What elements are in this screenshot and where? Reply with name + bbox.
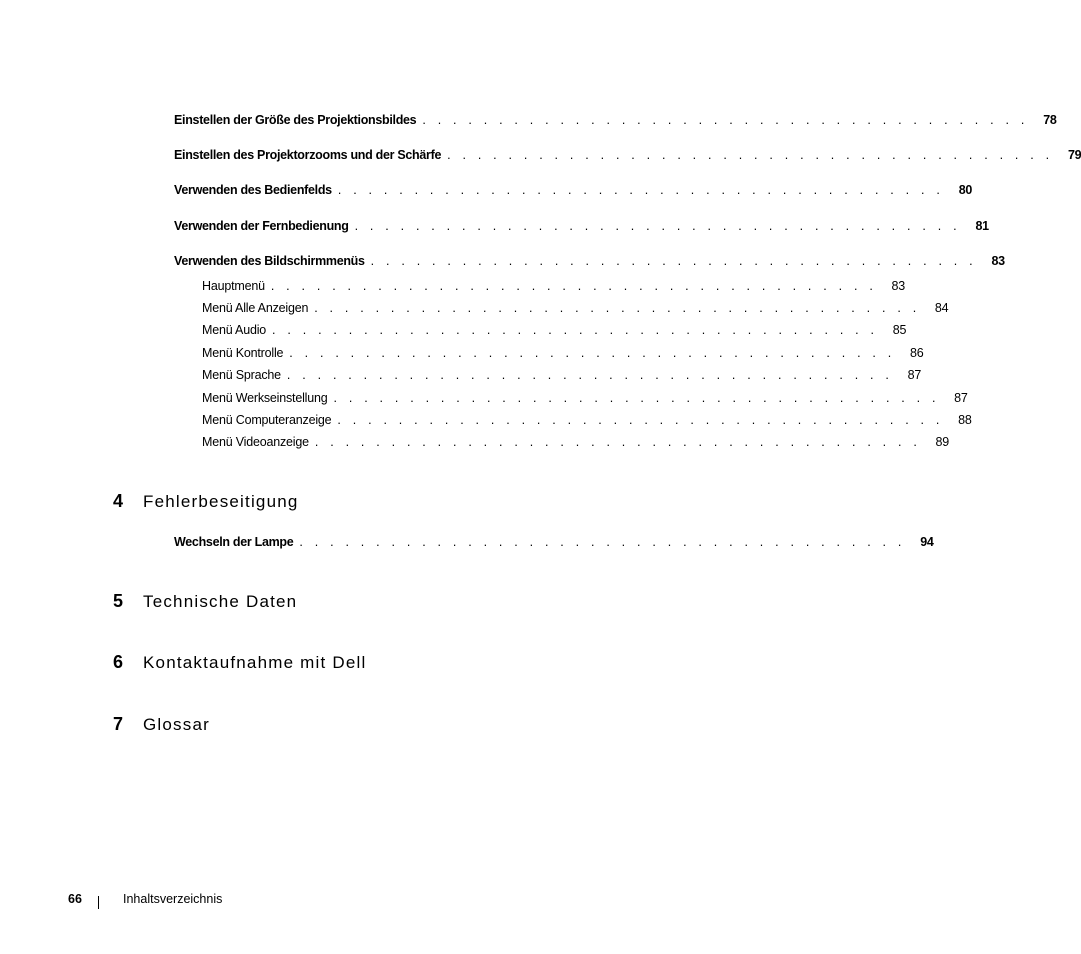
toc-subentry[interactable]: [202, 413, 972, 427]
toc-entry[interactable]: [174, 254, 1005, 268]
chapter-title: Glossar: [143, 715, 210, 734]
chapter-heading[interactable]: [113, 491, 299, 512]
toc-entry-page: 87: [954, 391, 968, 405]
toc-entry-page: 81: [975, 219, 989, 233]
toc-entry[interactable]: [174, 535, 934, 549]
toc-entry-title: Verwenden der Fernbedienung: [174, 219, 349, 233]
dot-leader: . . . . . . . . . . . . . . . . . . . . . . . . . . . . . . . . . . . . . . . .: [422, 113, 1029, 127]
dot-leader: . . . . . . . . . . . . . . . . . . . . . . . . . . . . . . . . . . . . . . . .: [286, 368, 894, 382]
toc-entry-page: 86: [909, 346, 924, 360]
toc-entry-title: Menü Computeranzeige: [202, 413, 332, 427]
toc-entry[interactable]: [174, 183, 973, 197]
dot-leader: . . . . . . . . . . . . . . . . . . . . . . . . . . . . . . . . . . . . . . . .: [299, 535, 906, 549]
toc-entry-title: Menü Videoanzeige: [202, 435, 309, 449]
dot-leader: . . . . . . . . . . . . . . . . . . . . . . . . . . . . . . . . . . . . . . . .: [370, 254, 977, 268]
toc-subentry[interactable]: [202, 279, 905, 293]
toc-entry-title: Menü Werkseinstellung: [202, 391, 328, 405]
toc-entry-page: 87: [907, 368, 922, 382]
toc-subentry[interactable]: [202, 301, 949, 315]
toc-subentry[interactable]: [202, 346, 924, 360]
toc-entry-page: 85: [892, 323, 907, 337]
dot-leader: . . . . . . . . . . . . . . . . . . . . . . . . . . . . . . . . . . . . . . . .: [314, 301, 921, 315]
dot-leader: . . . . . . . . . . . . . . . . . . . . . . . . . . . . . . . . . . . . . . . .: [337, 183, 945, 197]
toc-entry-title: Einstellen des Projektorzooms und der Schärfe: [174, 148, 442, 162]
toc-entry-page: 89: [935, 435, 950, 449]
dot-leader: . . . . . . . . . . . . . . . . . . . . . . . . . . . . . . . . . . . . . . . .: [272, 323, 879, 337]
dot-leader: . . . . . . . . . . . . . . . . . . . . . . . . . . . . . . . . . . . . . . . .: [333, 391, 940, 405]
toc-entry-title: Verwenden des Bedienfelds: [174, 183, 332, 197]
toc-entry-page: 84: [934, 301, 949, 315]
toc-entry-page: 83: [991, 254, 1005, 268]
chapter-number: 4: [113, 491, 124, 511]
dot-leader: . . . . . . . . . . . . . . . . . . . . . . . . . . . . . . . . . . . . . . . .: [447, 148, 1054, 162]
toc-entry-page: 83: [891, 279, 905, 293]
toc-entry-title: Menü Kontrolle: [202, 346, 284, 360]
dot-leader: . . . . . . . . . . . . . . . . . . . . . . . . . . . . . . . . . . . . . . . .: [314, 435, 922, 449]
dot-leader: . . . . . . . . . . . . . . . . . . . . . . . . . . . . . . . . . . . . . . . .: [270, 279, 877, 293]
toc-subentry[interactable]: [202, 391, 968, 405]
footer-section-title: Inhaltsverzeichnis: [123, 892, 223, 906]
chapter-title: Technische Daten: [143, 592, 298, 611]
dot-leader: . . . . . . . . . . . . . . . . . . . . . . . . . . . . . . . . . . . . . . . .: [354, 219, 961, 233]
toc-subentry[interactable]: [202, 323, 907, 337]
toc-entry-page: 88: [958, 413, 972, 427]
toc-entry-title: Menü Sprache: [202, 368, 281, 382]
chapter-number: 7: [113, 714, 124, 734]
dot-leader: . . . . . . . . . . . . . . . . . . . . . . . . . . . . . . . . . . . . . . . .: [337, 413, 944, 427]
toc-entry-title: Hauptmenü: [202, 279, 265, 293]
toc-subentry[interactable]: [202, 435, 950, 449]
toc-entry-page: 78: [1043, 113, 1057, 127]
toc-entry-page: 94: [920, 535, 934, 549]
chapter-title: Fehlerbeseitigung: [143, 492, 299, 511]
toc-entry-page: 79: [1068, 148, 1081, 162]
toc-entry[interactable]: [174, 113, 1057, 127]
chapter-number: 5: [113, 591, 124, 611]
toc-subentry[interactable]: [202, 368, 922, 382]
toc-entry-title: Menü Alle Anzeigen: [202, 301, 309, 315]
chapter-heading[interactable]: [113, 652, 366, 673]
dot-leader: . . . . . . . . . . . . . . . . . . . . . . . . . . . . . . . . . . . . . . . .: [289, 346, 896, 360]
footer-page-number: 66: [68, 892, 82, 906]
toc-entry-title: Einstellen der Größe des Projektionsbildes: [174, 113, 417, 127]
toc-entry[interactable]: [174, 219, 989, 233]
footer-divider: [98, 896, 99, 909]
toc-entry-title: Wechseln der Lampe: [174, 535, 294, 549]
page-footer: [68, 892, 222, 906]
toc-entry-title: Menü Audio: [202, 323, 267, 337]
chapter-heading[interactable]: [113, 714, 210, 735]
chapter-number: 6: [113, 652, 124, 672]
toc-entry[interactable]: [174, 148, 1081, 162]
toc-entry-title: Verwenden des Bildschirmmenüs: [174, 254, 365, 268]
chapter-title: Kontaktaufnahme mit Dell: [143, 653, 367, 672]
toc-entry-page: 80: [958, 183, 973, 197]
chapter-heading[interactable]: [113, 591, 297, 612]
